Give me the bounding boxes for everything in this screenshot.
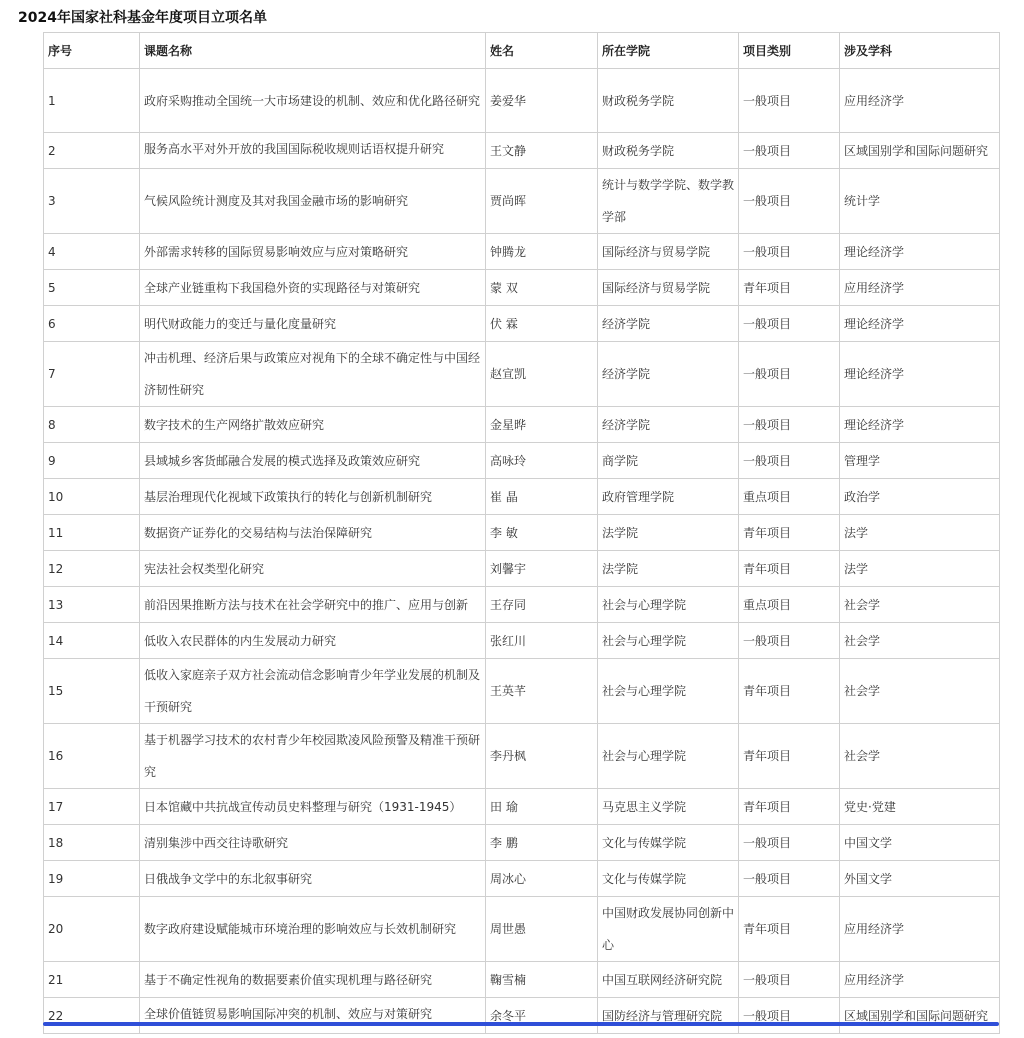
cell-no: 13 bbox=[44, 587, 140, 623]
cell-name: 李丹枫 bbox=[486, 724, 598, 789]
table-row bbox=[44, 861, 1000, 897]
cell-name: 蒙 双 bbox=[486, 270, 598, 306]
cell-discipline: 法学 bbox=[840, 551, 1000, 587]
cell-discipline: 管理学 bbox=[840, 443, 1000, 479]
cell-school: 国防经济与管理研究院 bbox=[598, 998, 739, 1034]
table-row bbox=[44, 623, 1000, 659]
cell-name: 张红川 bbox=[486, 623, 598, 659]
cell-category: 青年项目 bbox=[739, 724, 840, 789]
cell-school: 国际经济与贸易学院 bbox=[598, 234, 739, 270]
cell-category: 青年项目 bbox=[739, 551, 840, 587]
cell-school: 商学院 bbox=[598, 443, 739, 479]
table-row bbox=[44, 789, 1000, 825]
cell-discipline: 法学 bbox=[840, 515, 1000, 551]
table-row bbox=[44, 998, 1000, 1034]
cell-school: 国际经济与贸易学院 bbox=[598, 270, 739, 306]
cell-no: 10 bbox=[44, 479, 140, 515]
cell-category: 一般项目 bbox=[739, 443, 840, 479]
cell-no: 21 bbox=[44, 962, 140, 998]
header-no: 序号 bbox=[44, 33, 140, 69]
header-school: 所在学院 bbox=[598, 33, 739, 69]
cell-title: 外部需求转移的国际贸易影响效应与应对策略研究 bbox=[140, 234, 486, 270]
cell-no: 2 bbox=[44, 133, 140, 169]
table-row bbox=[44, 234, 1000, 270]
cell-category: 青年项目 bbox=[739, 270, 840, 306]
cell-title: 政府采购推动全国统一大市场建设的机制、效应和优化路径研究 bbox=[140, 69, 486, 133]
cell-no: 9 bbox=[44, 443, 140, 479]
cell-title: 低收入家庭亲子双方社会流动信念影响青少年学业发展的机制及干预研究 bbox=[140, 659, 486, 724]
cell-discipline: 区域国别学和国际问题研究 bbox=[840, 998, 1000, 1034]
cell-name: 王存同 bbox=[486, 587, 598, 623]
cell-name: 余冬平 bbox=[486, 998, 598, 1034]
table-row bbox=[44, 69, 1000, 133]
cell-category: 重点项目 bbox=[739, 479, 840, 515]
cell-category: 一般项目 bbox=[739, 169, 840, 234]
cell-category: 一般项目 bbox=[739, 825, 840, 861]
cell-discipline: 党史·党建 bbox=[840, 789, 1000, 825]
cell-category: 一般项目 bbox=[739, 998, 840, 1034]
table-row bbox=[44, 443, 1000, 479]
cell-discipline: 理论经济学 bbox=[840, 234, 1000, 270]
cell-discipline: 社会学 bbox=[840, 587, 1000, 623]
table-row bbox=[44, 724, 1000, 789]
cell-category: 青年项目 bbox=[739, 897, 840, 962]
cell-name: 刘馨宇 bbox=[486, 551, 598, 587]
cell-category: 青年项目 bbox=[739, 789, 840, 825]
cell-name: 金星晔 bbox=[486, 407, 598, 443]
cell-name: 王文静 bbox=[486, 133, 598, 169]
cell-school: 法学院 bbox=[598, 515, 739, 551]
cell-school: 社会与心理学院 bbox=[598, 724, 739, 789]
cell-category: 重点项目 bbox=[739, 587, 840, 623]
cell-no: 12 bbox=[44, 551, 140, 587]
cell-no: 8 bbox=[44, 407, 140, 443]
cell-discipline: 理论经济学 bbox=[840, 342, 1000, 407]
cell-no: 4 bbox=[44, 234, 140, 270]
cell-title: 数字政府建设赋能城市环境治理的影响效应与长效机制研究 bbox=[140, 897, 486, 962]
cell-category: 青年项目 bbox=[739, 659, 840, 724]
cell-name: 田 瑜 bbox=[486, 789, 598, 825]
cell-title: 低收入农民群体的内生发展动力研究 bbox=[140, 623, 486, 659]
cell-school: 马克思主义学院 bbox=[598, 789, 739, 825]
cell-title: 日俄战争文学中的东北叙事研究 bbox=[140, 861, 486, 897]
table-row bbox=[44, 133, 1000, 169]
cell-no: 22 bbox=[44, 998, 140, 1034]
cell-no: 20 bbox=[44, 897, 140, 962]
cell-no: 3 bbox=[44, 169, 140, 234]
table-row bbox=[44, 587, 1000, 623]
cell-name: 贾尚晖 bbox=[486, 169, 598, 234]
cell-category: 一般项目 bbox=[739, 342, 840, 407]
cell-name: 崔 晶 bbox=[486, 479, 598, 515]
cell-discipline: 社会学 bbox=[840, 724, 1000, 789]
cell-school: 文化与传媒学院 bbox=[598, 861, 739, 897]
cell-school: 文化与传媒学院 bbox=[598, 825, 739, 861]
cell-school: 社会与心理学院 bbox=[598, 623, 739, 659]
cell-no: 6 bbox=[44, 306, 140, 342]
cell-school: 经济学院 bbox=[598, 407, 739, 443]
table-row bbox=[44, 342, 1000, 407]
cell-school: 经济学院 bbox=[598, 342, 739, 407]
cell-category: 一般项目 bbox=[739, 623, 840, 659]
cell-school: 经济学院 bbox=[598, 306, 739, 342]
cell-name: 李 鹏 bbox=[486, 825, 598, 861]
cell-name: 李 敏 bbox=[486, 515, 598, 551]
cell-no: 5 bbox=[44, 270, 140, 306]
cell-name: 赵宣凯 bbox=[486, 342, 598, 407]
cell-category: 青年项目 bbox=[739, 515, 840, 551]
cell-name: 姜爱华 bbox=[486, 69, 598, 133]
table-row bbox=[44, 407, 1000, 443]
cell-no: 19 bbox=[44, 861, 140, 897]
cell-name: 钟腾龙 bbox=[486, 234, 598, 270]
cell-no: 1 bbox=[44, 69, 140, 133]
cell-title: 数据资产证券化的交易结构与法治保障研究 bbox=[140, 515, 486, 551]
cell-discipline: 外国文学 bbox=[840, 861, 1000, 897]
cell-discipline: 统计学 bbox=[840, 169, 1000, 234]
cell-title: 县域城乡客货邮融合发展的模式选择及政策效应研究 bbox=[140, 443, 486, 479]
cell-no: 7 bbox=[44, 342, 140, 407]
table-row bbox=[44, 169, 1000, 234]
cell-category: 一般项目 bbox=[739, 69, 840, 133]
cell-school: 中国财政发展协同创新中心 bbox=[598, 897, 739, 962]
table-row bbox=[44, 479, 1000, 515]
cell-category: 一般项目 bbox=[739, 962, 840, 998]
page-title: 2024年国家社科基金年度项目立项名单 bbox=[18, 10, 267, 26]
cell-title: 日本馆藏中共抗战宣传动员史料整理与研究（1931-1945） bbox=[140, 789, 486, 825]
header-name: 姓名 bbox=[486, 33, 598, 69]
cell-school: 财政税务学院 bbox=[598, 133, 739, 169]
cell-name: 高咏玲 bbox=[486, 443, 598, 479]
table-row bbox=[44, 962, 1000, 998]
cell-title: 宪法社会权类型化研究 bbox=[140, 551, 486, 587]
cell-school: 社会与心理学院 bbox=[598, 587, 739, 623]
cell-title: 数字技术的生产网络扩散效应研究 bbox=[140, 407, 486, 443]
cell-discipline: 理论经济学 bbox=[840, 407, 1000, 443]
cell-title: 服务高水平对外开放的我国国际税收规则话语权提升研究 bbox=[140, 133, 486, 169]
cell-discipline: 中国文学 bbox=[840, 825, 1000, 861]
cell-category: 一般项目 bbox=[739, 133, 840, 169]
cell-title: 前沿因果推断方法与技术在社会学研究中的推广、应用与创新 bbox=[140, 587, 486, 623]
cell-title: 清别集涉中西交往诗歌研究 bbox=[140, 825, 486, 861]
cell-title: 基于不确定性视角的数据要素价值实现机理与路径研究 bbox=[140, 962, 486, 998]
cell-title: 基层治理现代化视域下政策执行的转化与创新机制研究 bbox=[140, 479, 486, 515]
cell-discipline: 应用经济学 bbox=[840, 270, 1000, 306]
cell-discipline: 政治学 bbox=[840, 479, 1000, 515]
cell-name: 王英芊 bbox=[486, 659, 598, 724]
header-title: 课题名称 bbox=[140, 33, 486, 69]
table-row bbox=[44, 515, 1000, 551]
cell-title: 全球价值链贸易影响国际冲突的机制、效应与对策研究 bbox=[140, 998, 486, 1034]
cell-name: 伏 霖 bbox=[486, 306, 598, 342]
cell-school: 社会与心理学院 bbox=[598, 659, 739, 724]
table-row bbox=[44, 897, 1000, 962]
table-row bbox=[44, 551, 1000, 587]
cell-no: 17 bbox=[44, 789, 140, 825]
cell-discipline: 社会学 bbox=[840, 623, 1000, 659]
cell-discipline: 区域国别学和国际问题研究 bbox=[840, 133, 1000, 169]
cell-school: 统计与数学学院、数学教学部 bbox=[598, 169, 739, 234]
cell-discipline: 社会学 bbox=[840, 659, 1000, 724]
header-discipline: 涉及学科 bbox=[840, 33, 1000, 69]
cell-discipline: 理论经济学 bbox=[840, 306, 1000, 342]
cell-name: 周世愚 bbox=[486, 897, 598, 962]
table-header-row bbox=[44, 33, 1000, 69]
cell-school: 财政税务学院 bbox=[598, 69, 739, 133]
cell-category: 一般项目 bbox=[739, 861, 840, 897]
table-row bbox=[44, 659, 1000, 724]
table-row bbox=[44, 306, 1000, 342]
cell-discipline: 应用经济学 bbox=[840, 897, 1000, 962]
table-row bbox=[44, 270, 1000, 306]
cell-name: 周冰心 bbox=[486, 861, 598, 897]
horizontal-scrollbar[interactable] bbox=[43, 1022, 999, 1026]
cell-no: 11 bbox=[44, 515, 140, 551]
cell-category: 一般项目 bbox=[739, 234, 840, 270]
cell-no: 18 bbox=[44, 825, 140, 861]
cell-title: 气候风险统计测度及其对我国金融市场的影响研究 bbox=[140, 169, 486, 234]
cell-no: 16 bbox=[44, 724, 140, 789]
cell-title: 基于机器学习技术的农村青少年校园欺凌风险预警及精准干预研究 bbox=[140, 724, 486, 789]
cell-title: 冲击机理、经济后果与政策应对视角下的全球不确定性与中国经济韧性研究 bbox=[140, 342, 486, 407]
cell-discipline: 应用经济学 bbox=[840, 962, 1000, 998]
cell-title: 全球产业链重构下我国稳外资的实现路径与对策研究 bbox=[140, 270, 486, 306]
table-row bbox=[44, 825, 1000, 861]
cell-category: 一般项目 bbox=[739, 306, 840, 342]
cell-name: 鞠雪楠 bbox=[486, 962, 598, 998]
cell-discipline: 应用经济学 bbox=[840, 69, 1000, 133]
cell-category: 一般项目 bbox=[739, 407, 840, 443]
cell-no: 15 bbox=[44, 659, 140, 724]
project-table bbox=[43, 32, 1000, 1034]
cell-school: 政府管理学院 bbox=[598, 479, 739, 515]
header-category: 项目类别 bbox=[739, 33, 840, 69]
cell-school: 中国互联网经济研究院 bbox=[598, 962, 739, 998]
cell-no: 14 bbox=[44, 623, 140, 659]
cell-title: 明代财政能力的变迁与量化度量研究 bbox=[140, 306, 486, 342]
cell-school: 法学院 bbox=[598, 551, 739, 587]
